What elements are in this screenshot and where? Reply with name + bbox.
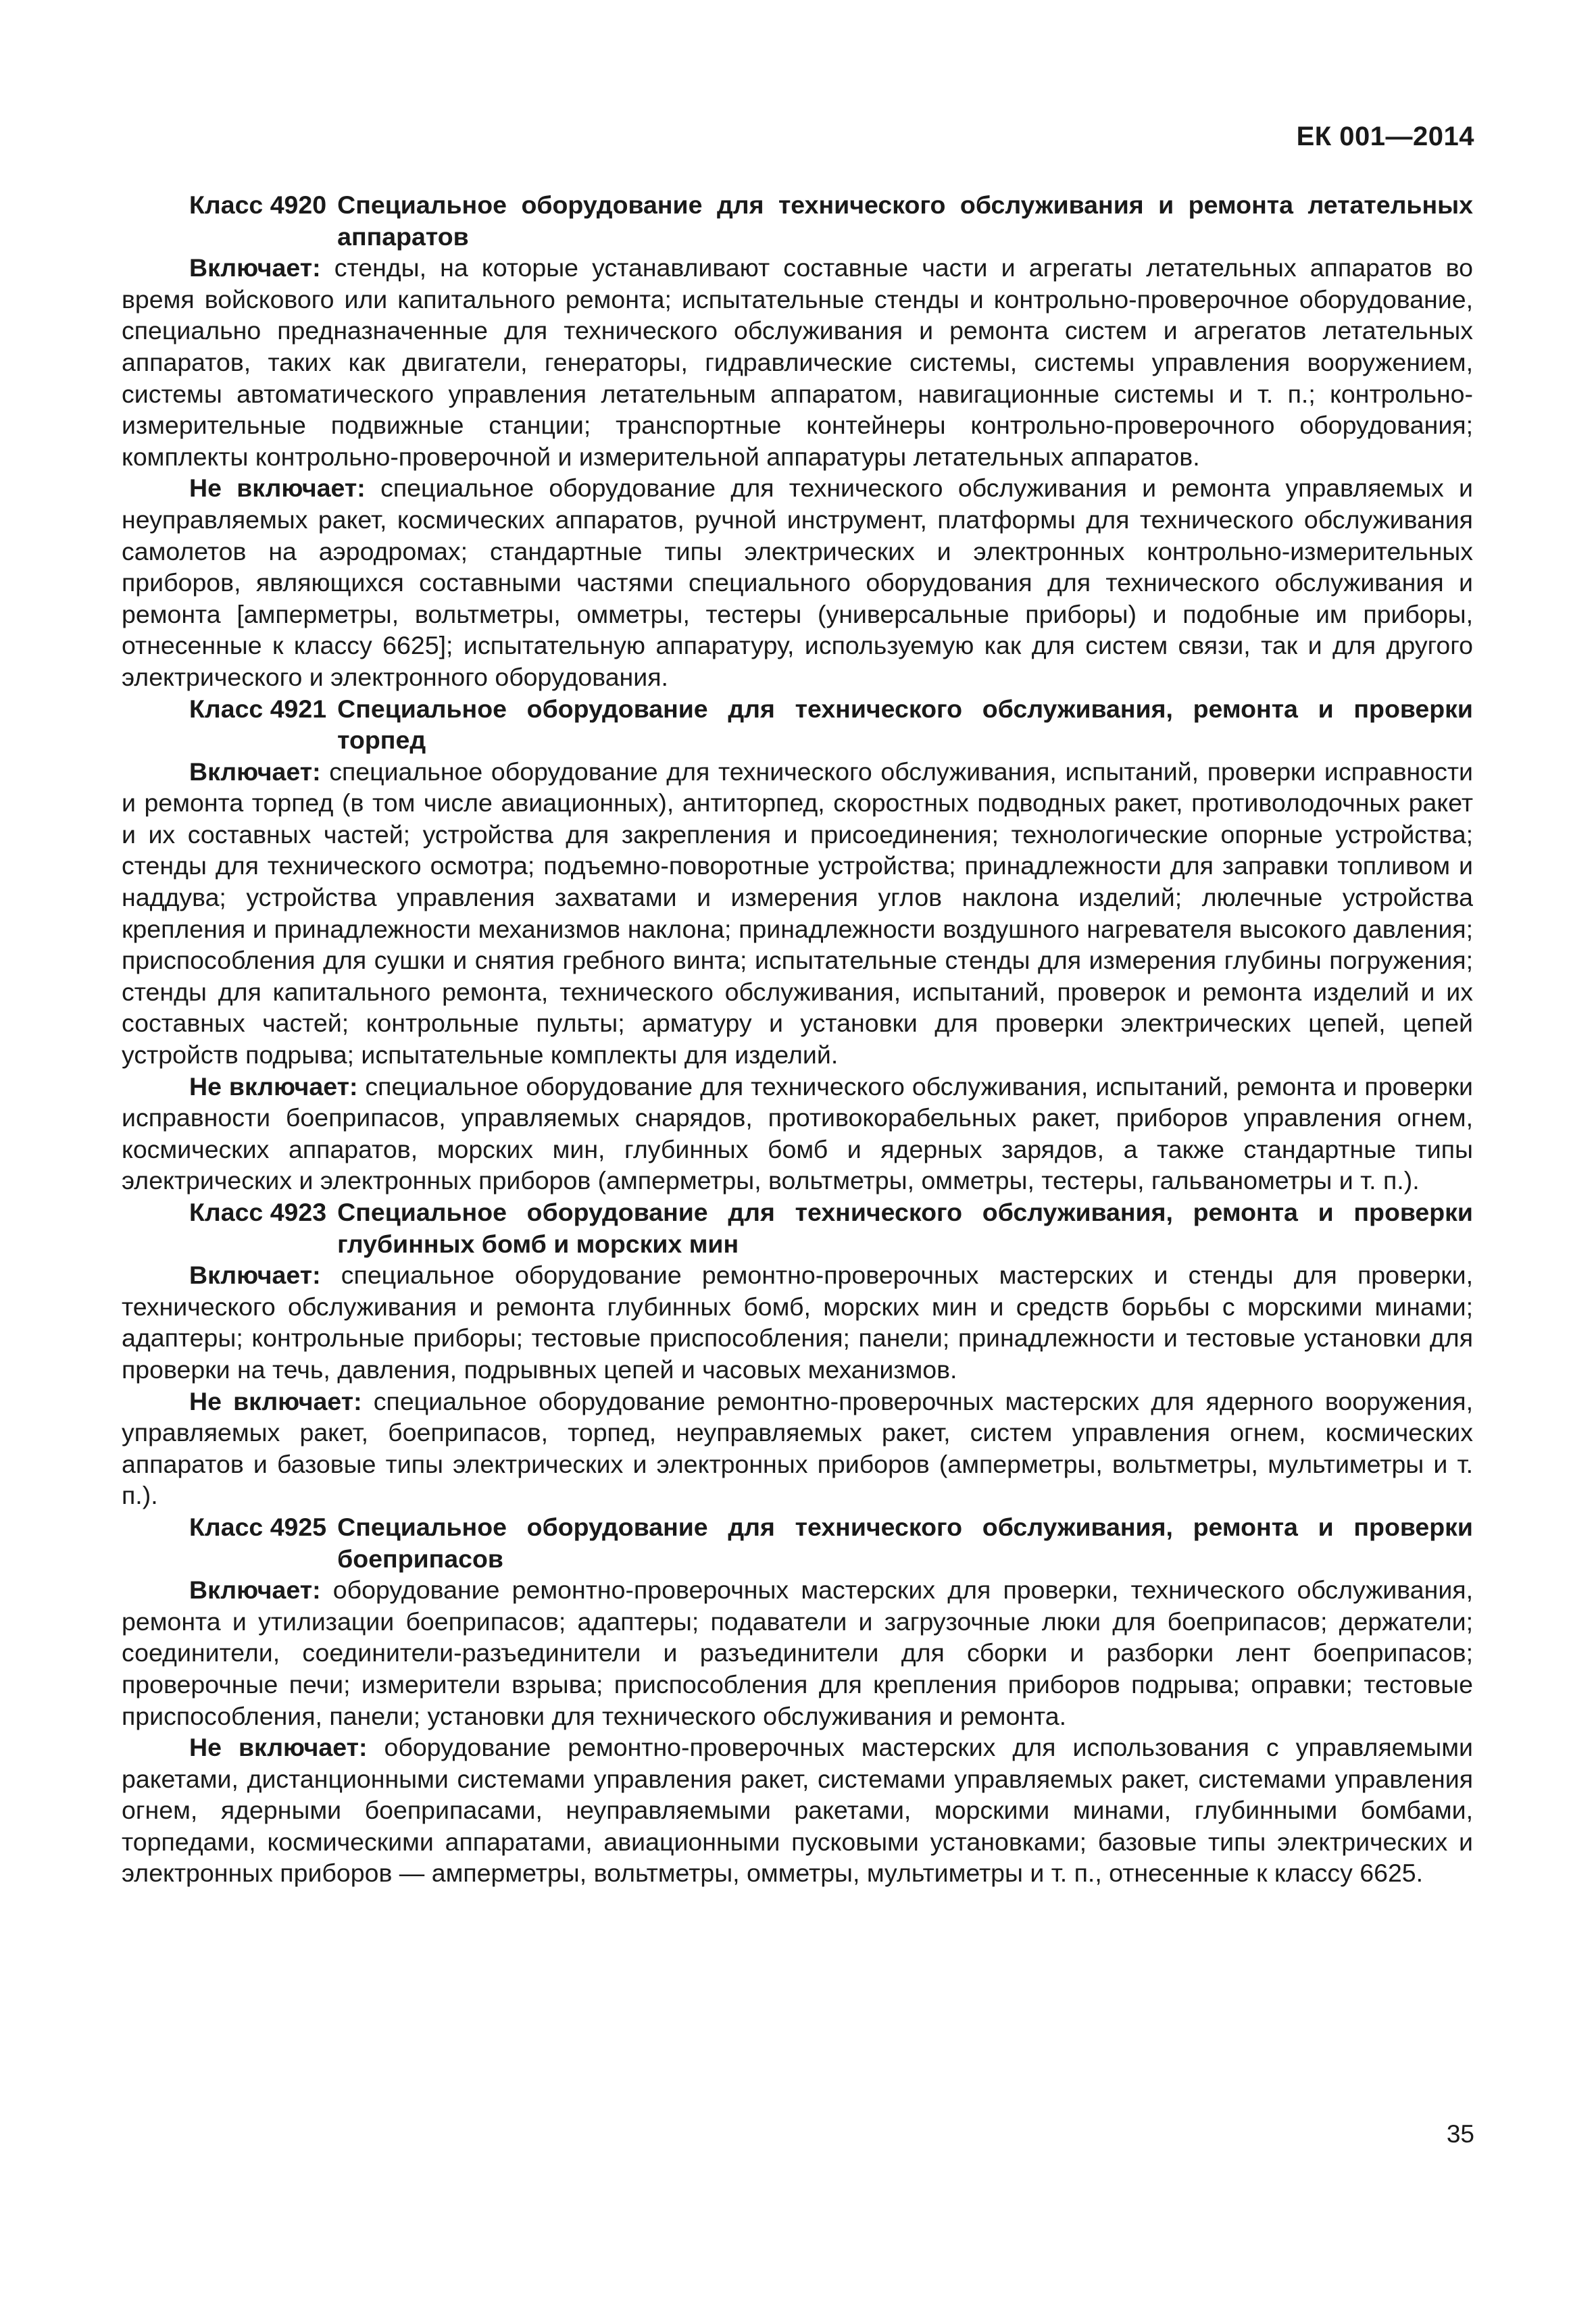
includes-label: Включает:	[189, 1261, 321, 1290]
excludes-paragraph	[122, 1386, 1473, 1511]
includes-paragraph	[122, 252, 1473, 472]
class-heading	[122, 1511, 1473, 1574]
class-heading	[122, 1197, 1473, 1259]
document-code: ЕК 001—2014	[1296, 122, 1474, 151]
includes-label: Включает:	[189, 253, 321, 282]
excludes-text: специальное оборудование для технического обслуживания, испытаний, ремонта и проверки исправности боеприпасов, управляемых снарядов, противокорабельных ракет, приборов управления огнем, космических аппаратов, морских мин, глубинных бомб и ядерных зарядов, а также стандартные типы электрических и электронных приборов (амперметры, вольтметры, омметры, тестеры, гальванометры и т. п.).	[122, 1072, 1473, 1195]
class-section	[122, 1197, 1473, 1511]
includes-label: Включает:	[189, 757, 321, 786]
page-number: 35	[1446, 2120, 1474, 2148]
includes-paragraph	[122, 756, 1473, 1071]
includes-text: оборудование ремонтно-проверочных мастерских для проверки, технического обслуживания, ремонта и утилизации боеприпасов; адаптеры; подаватели и загрузочные люки для боеприпасов; держатели; соединители, соединители-разъединители и разъединители для сборки и разборки лент боеприпасов; проверочные печи; измерители взрыва; приспособления для крепления приборов подрыва; оправки; тестовые приспособления, панели; установки для технического обслуживания и ремонта.	[122, 1576, 1473, 1730]
excludes-label: Не включает:	[189, 1733, 368, 1762]
includes-text: стенды, на которые устанавливают составные части и агрегаты летательных аппаратов во время войскового или капитального ремонта; испытательные стенды и контрольно-проверочное оборудование, специально предназначенные для технического обслуживания и ремонта систем и агрегатов летательных аппаратов, таких как двигатели, генераторы, гидравлические системы, системы управления вооружением, системы автоматического управления летательным аппаратом, навигационные системы и т. п.; контрольно-измерительные подвижные станции; транспортные контейнеры контрольно-проверочного оборудования; комплекты контрольно-проверочной и измерительной аппаратуры летательных аппаратов.	[122, 253, 1473, 471]
class-heading	[122, 189, 1473, 252]
class-heading	[122, 693, 1473, 756]
page-body	[122, 189, 1473, 1889]
class-section	[122, 693, 1473, 1197]
class-code: Класс 4923	[189, 1198, 327, 1226]
excludes-label: Не включает:	[189, 1386, 362, 1415]
class-title: Специальное оборудование для технического обслуживания, ремонта и проверки торпед	[337, 694, 1473, 755]
excludes-text: оборудование ремонтно-проверочных мастерских для использования с управляемыми ракетами, дистанционными системами управления ракет, системами управляемых ракет, системами управления огнем, ядерными боеприпасами, неуправляемыми ракетами, морскими минами, глубинными бомбами, торпедами, космическими аппаратами, авиационными пусковыми установками; базовые типы электрических и электронных приборов — амперметры, вольтметры, омметры, мультиметры и т. п., отнесенные к классу 6625.	[122, 1733, 1473, 1888]
excludes-paragraph	[122, 1071, 1473, 1197]
class-title: Специальное оборудование для технического обслуживания и ремонта летательных аппаратов	[337, 191, 1473, 251]
class-title: Специальное оборудование для технического обслуживания, ремонта и проверки боеприпасов	[337, 1512, 1473, 1573]
excludes-label: Не включает:	[189, 1072, 358, 1101]
excludes-label: Не включает:	[189, 474, 366, 503]
excludes-text: специальное оборудование ремонтно-проверочных мастерских для ядерного вооружения, управляемых ракет, боеприпасов, торпед, неуправляемых ракет, систем управления огнем, космических аппаратов и базовые типы электрических и электронных приборов (амперметры, вольтметры, мультиметры и т. п.).	[122, 1386, 1473, 1510]
excludes-text: специальное оборудование для технического обслуживания и ремонта управляемых и неуправляемых ракет, космических аппаратов, ручной инструмент, платформы для технического обслуживания самолетов на аэродромах; стандартные типы электрических и электронных контрольно-измерительных приборов, являющихся составными частями специального оборудования для технического обслуживания и ремонта [амперметры, вольтметры, омметры, тестеры (универсальные приборы) и подобные им приборы, отнесенные к классу 6625]; испытательную аппаратуру, используемую как для систем связи, так и для другого электрического и электронного оборудования.	[122, 474, 1473, 691]
class-code: Класс 4920	[189, 191, 327, 219]
includes-paragraph	[122, 1259, 1473, 1385]
class-title: Специальное оборудование для технического обслуживания, ремонта и проверки глубинных бомб и морских мин	[337, 1198, 1473, 1258]
class-section	[122, 189, 1473, 693]
class-code: Класс 4921	[189, 694, 327, 723]
class-section	[122, 1511, 1473, 1889]
excludes-paragraph	[122, 472, 1473, 693]
includes-text: специальное оборудование для технического обслуживания, испытаний, проверки исправности и ремонта торпед (в том числе авиационных), антиторпед, скоростных подводных ракет, противолодочных ракет и их составных частей; устройства для закрепления и присоединения; технологические опорные устройства; стенды для технического осмотра; подъемно-поворотные устройства; принадлежности для заправки топливом и наддува; устройства управления захватами и измерения углов наклона изделий; люлечные устройства крепления и принадлежности механизмов наклона; принадлежности воздушного нагревателя высокого давления; приспособления для сушки и снятия гребного винта; испытательные стенды для измерения глубины погружения; стенды для капитального ремонта, технического обслуживания, испытаний, проверок и ремонта изделий и их составных частей; контрольные пульты; арматуру и установки для проверки электрических цепей, цепей устройств подрыва; испытательные комплекты для изделий.	[122, 757, 1473, 1070]
includes-label: Включает:	[189, 1576, 321, 1605]
includes-paragraph	[122, 1574, 1473, 1732]
excludes-paragraph	[122, 1732, 1473, 1889]
class-code: Класс 4925	[189, 1512, 327, 1541]
includes-text: специальное оборудование ремонтно-проверочных мастерских и стенды для проверки, технического обслуживания и ремонта глубинных бомб, морских мин и средств борьбы с морскими минами; адаптеры; контрольные приборы; тестовые приспособления; панели; принадлежности и тестовые установки для проверки на течь, давления, подрывных цепей и часовых механизмов.	[122, 1261, 1473, 1384]
